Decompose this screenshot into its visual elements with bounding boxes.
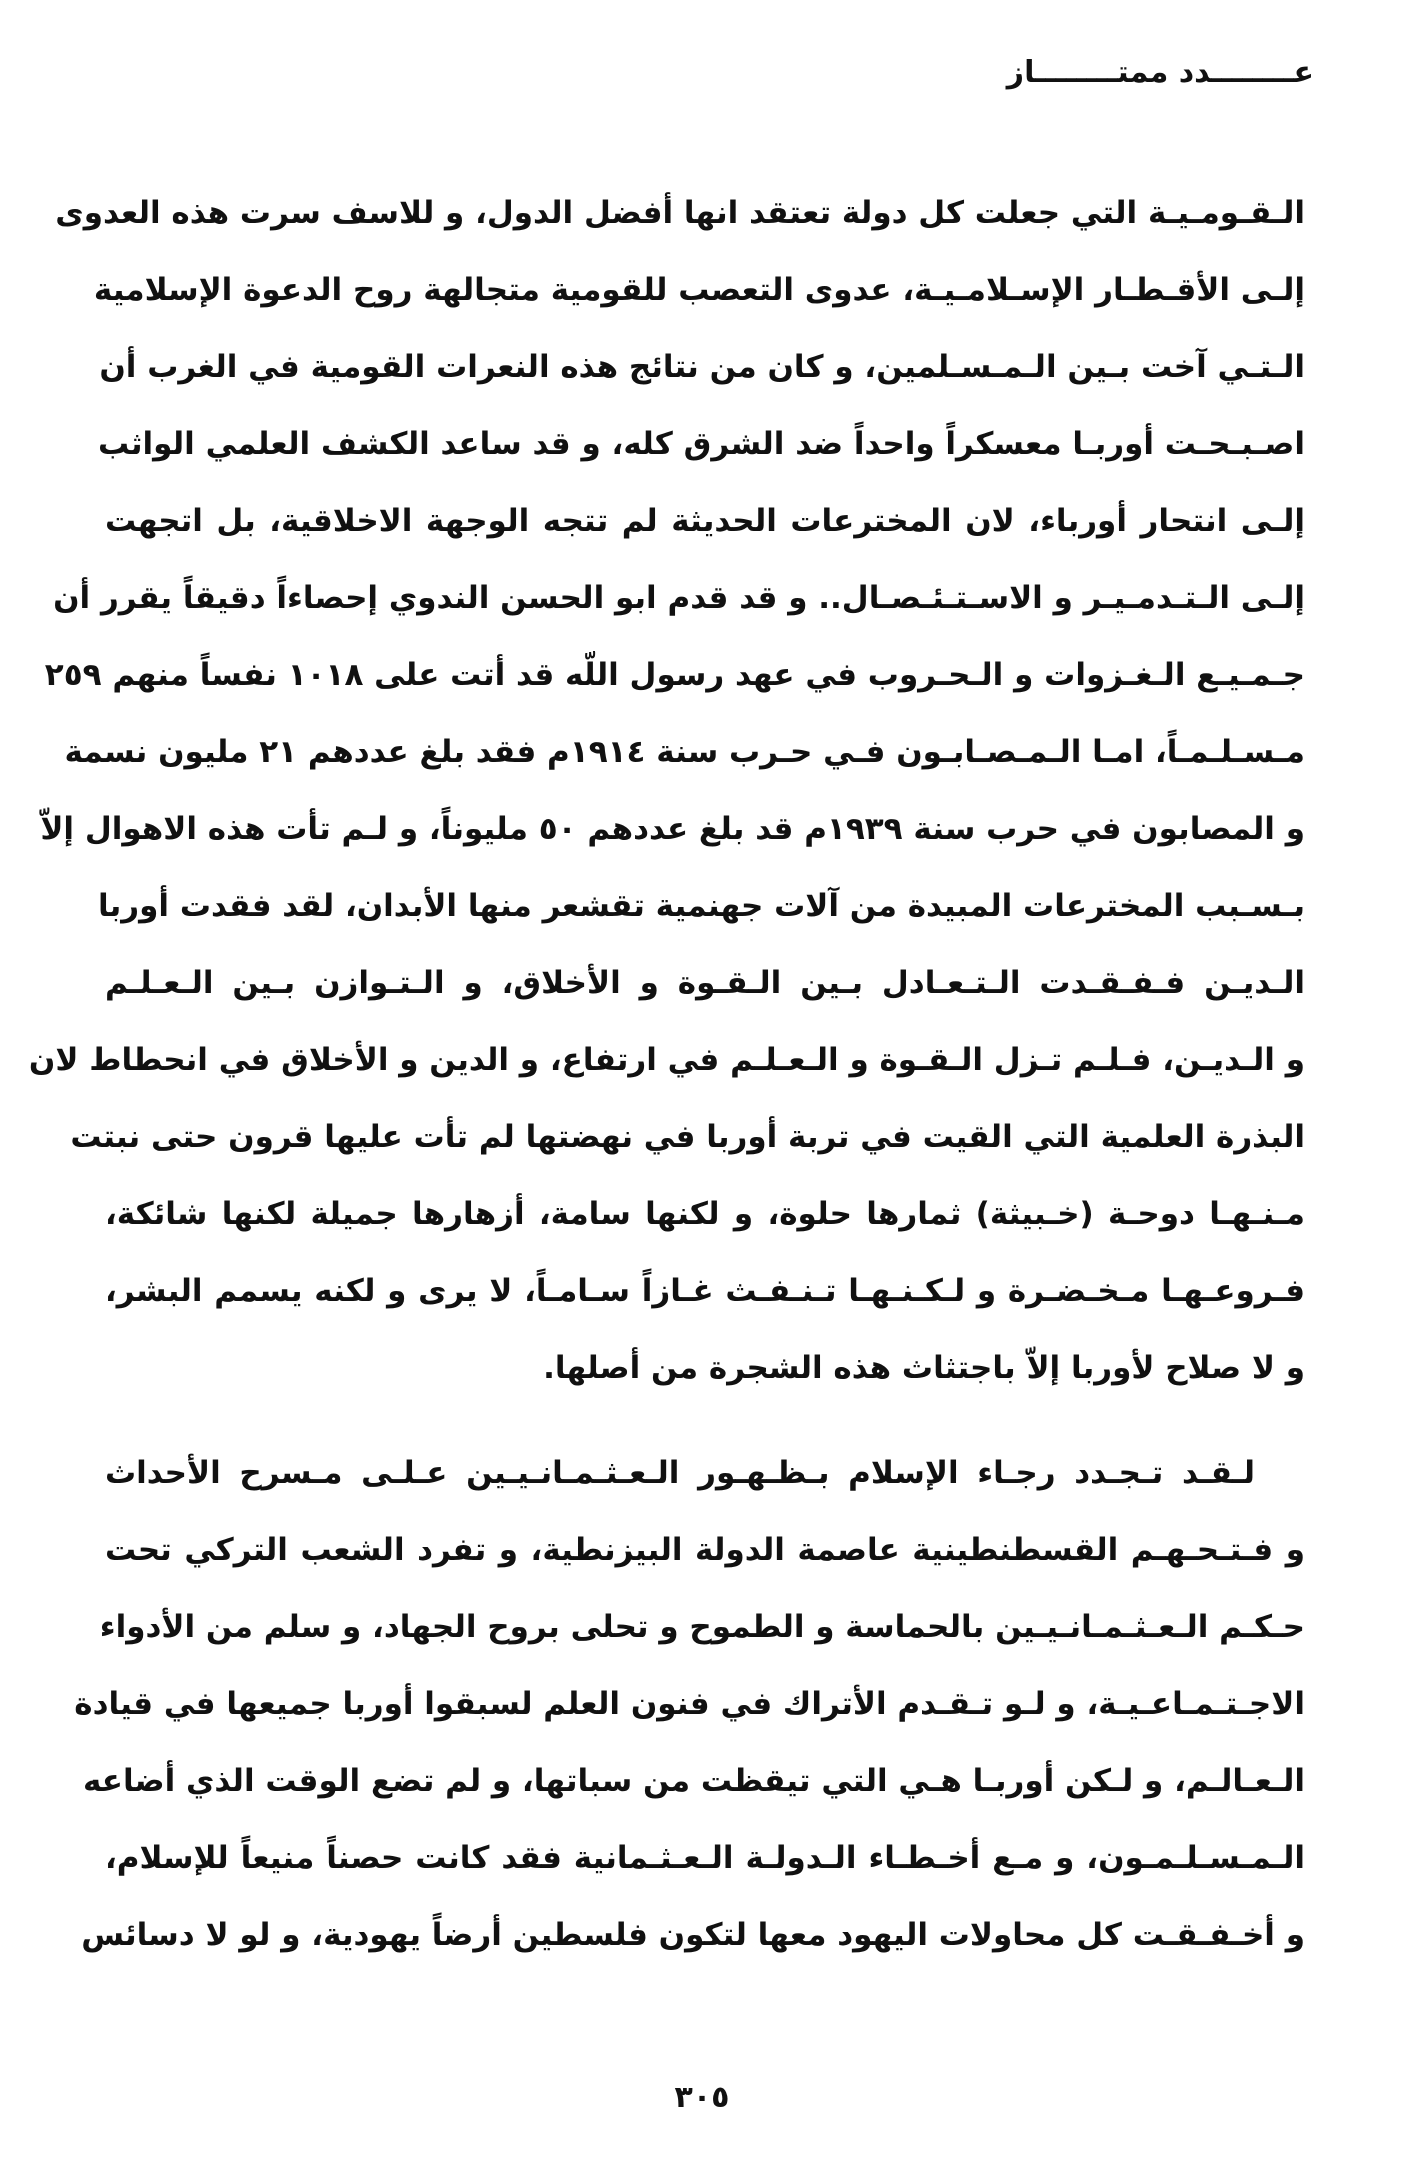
text-line: الـعـالـم، و لـكن أوربـا هـي التي تيقظت من سباتها، و لم تضع الوقت الذي أضاعه	[83, 1763, 1305, 1799]
text-line: لـقـد تـجـدد رجـاء الإسلام بـظـهـور الـعـثـمـانـيـين عـلـى مـسرح الأحداث	[105, 1455, 1255, 1491]
text-line: و فـتـحـهـم القسطنطينية عاصمة الدولة البيزنطية، و تفرد الشعب التركي تحت	[105, 1532, 1305, 1568]
text-line: فـروعـهـا مـخـضـرة و لـكـنـهـا تـنـفـث غـازاً سـامـاً، لا يرى و لكنه يسمم البشر،	[105, 1273, 1305, 1309]
text-line: إلـى انتحار أورباء، لان المخترعات الحديثة لم تتجه الوجهة الاخلاقية، بل اتجهت	[105, 503, 1305, 539]
text-line: مـسـلـمـاً، امـا الـمـصـابـون فـي حـرب سنة ١٩١٤م فقد بلغ عددهم ٢١ مليون نسمة	[64, 734, 1305, 770]
text-line: إلـى الأقـطـار الإسـلامـيـة، عدوى التعصب للقومية متجالهة روح الدعوة الإسلامية	[93, 272, 1305, 308]
text-line: حـكـم الـعـثـمـانـيـين بالحماسة و الطموح و تحلى بروح الجهاد، و سلم من الأدواء	[99, 1609, 1305, 1645]
paragraph-2	[74, 1435, 1305, 1974]
text-line: الـمـسـلـمـون، و مـع أخـطـاء الـدولـة الـعـثـمانية فقد كانت حصناً منيعاً للإسلام،	[105, 1840, 1305, 1876]
text-line: الـتـي آخت بـين الـمـسـلمين، و كان من نتائج هذه النعرات القومية في الغرب أن	[99, 349, 1305, 385]
paragraph-1	[28, 175, 1305, 1407]
text-line: الاجـتـمـاعـيـة، و لـو تـقـدم الأتراك في فنون العلم لسبقوا أوربا جميعها في قيادة	[74, 1686, 1305, 1722]
text-line: و لا صلاح لأوربا إلاّ باجتثاث هذه الشجرة من أصلها.	[543, 1350, 1305, 1386]
text-line: و المصابون في حرب سنة ١٩٣٩م قد بلغ عددهم ٥٠ مليوناً، و لـم تأت هذه الاهوال إلاّ	[40, 811, 1305, 847]
text-line: و الـديـن، فـلـم تـزل الـقـوة و الـعـلـم في ارتفاع، و الدين و الأخلاق في انحطاط لان	[28, 1042, 1305, 1078]
text-line: و أخـفـقـت كل محاولات اليهود معها لتكون فلسطين أرضاً يهودية، و لو لا دسائس	[81, 1917, 1305, 1953]
text-line: بـسـبب المخترعات المبيدة من آلات جهنمية تقشعر منها الأبدان، لقد فقدت أوربا	[98, 888, 1305, 924]
text-line: الـقـومـيـة التي جعلت كل دولة تعتقد انها أفضل الدول، و للاسف سرت هذه العدوى	[55, 195, 1305, 231]
running-header: عــــــــدد ممتــــــــاز	[1006, 55, 1314, 90]
text-line: جـمـيـع الـغـزوات و الـحـروب في عهد رسول اللّه قد أتت على ١٠١٨ نفساً منهم ٢٥٩	[44, 657, 1305, 693]
text-line: البذرة العلمية التي القيت في تربة أوربا في نهضتها لم تأت عليها قرون حتى نبتت	[70, 1119, 1305, 1155]
text-line: مـنـهـا دوحـة (خـبيثة) ثمارها حلوة، و لكنها سامة، أزهارها جميلة لكنها شائكة،	[105, 1196, 1305, 1232]
page-number: ٣٠٥	[674, 2080, 730, 2115]
text-line: إلـى الـتـدمـيـر و الاسـتـئـصـال.. و قد قدم ابو الحسن الندوي إحصاءاً دقيقاً يقرر أن	[53, 580, 1305, 616]
text-line: اصـبـحـت أوربـا معسكراً واحداً ضد الشرق كله، و قد ساعد الكشف العلمي الواثب	[98, 426, 1305, 462]
text-line: الـديـن فـفـقـدت الـتـعـادل بـين الـقـوة و الأخلاق، و الـتـوازن بـين الـعـلـم	[105, 965, 1305, 1001]
